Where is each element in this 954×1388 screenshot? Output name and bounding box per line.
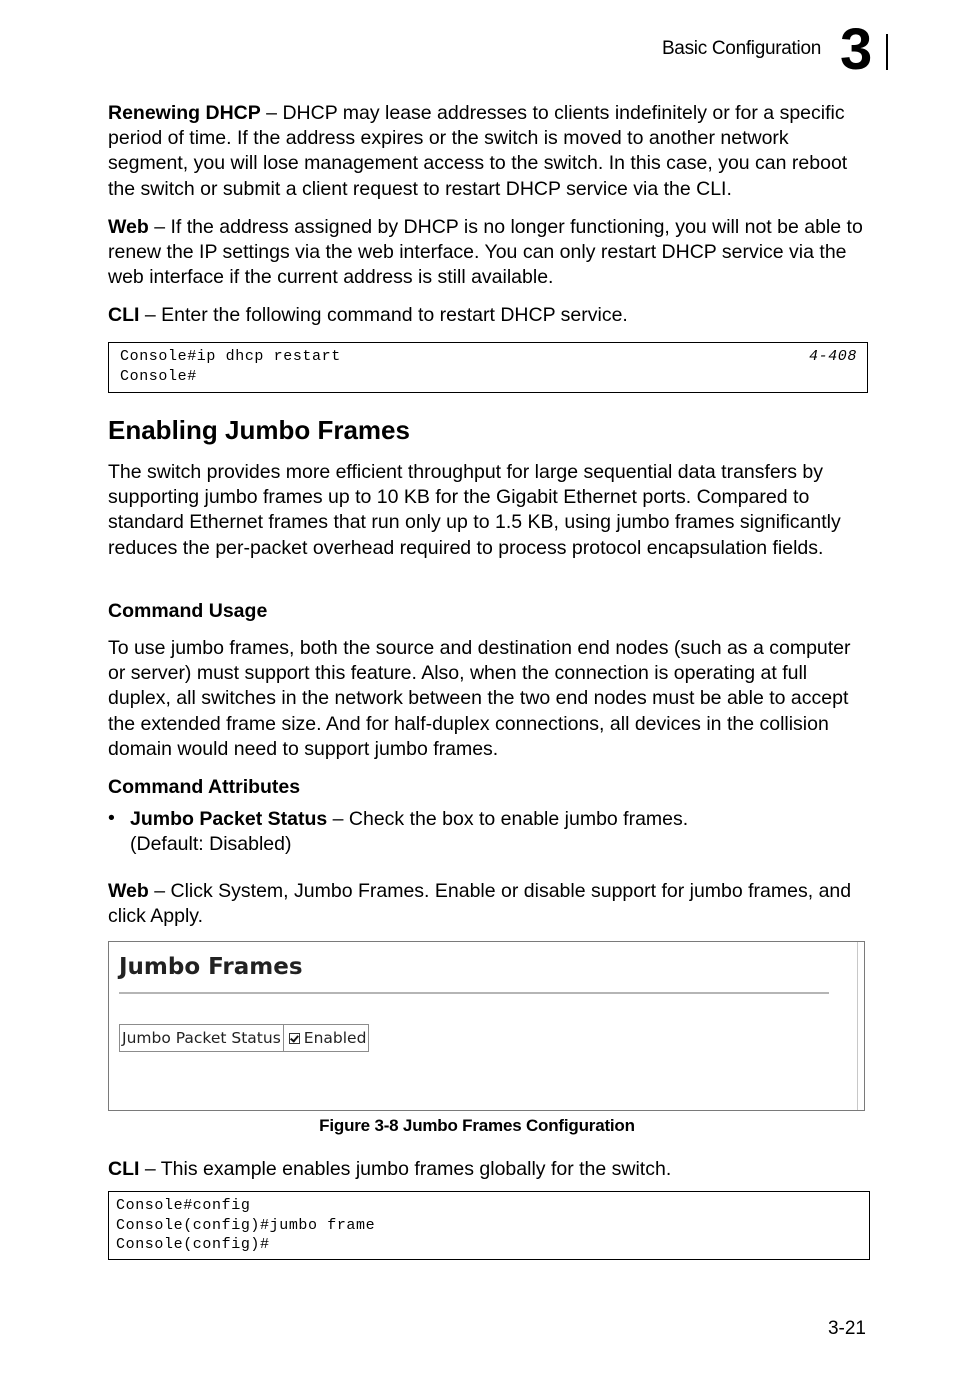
- section-heading: Enabling Jumbo Frames: [108, 415, 410, 445]
- cli-jumbo-text: – This example enables jumbo frames globally for the switch.: [139, 1158, 672, 1180]
- jumbo-settings-table: [119, 1024, 369, 1052]
- page-number: 3-21: [827, 1318, 866, 1339]
- jumbo-enabled-checkbox[interactable]: [289, 1033, 300, 1044]
- jumbo-status-bullet: [130, 807, 830, 857]
- jumbo-enabled-label: Enabled: [303, 1029, 367, 1047]
- code-line: Console(config)#: [116, 1236, 270, 1253]
- renewing-dhcp-paragraph: [108, 101, 873, 202]
- bullet-text: – Check the box to enable jumbo frames.: [327, 808, 689, 830]
- command-reference: 4-408: [808, 348, 857, 365]
- jumbo-frames-screenshot: [108, 941, 865, 1111]
- cli-jumbo-paragraph: [108, 1157, 873, 1182]
- command-usage-heading: Command Usage: [108, 600, 268, 622]
- chapter-tab-bar: [886, 34, 888, 70]
- figure-caption: Figure 3-8 Jumbo Frames Configuration: [319, 1116, 635, 1135]
- web-dhcp-text: – If the address assigned by DHCP is no longer functioning, you will not be able to renew the IP settings via the web interface. You can only restart DHCP service via the web interface if the current address is still available.: [108, 216, 863, 289]
- screenshot-scroll-edge: [857, 942, 858, 1110]
- cli-jumbo-term: CLI: [108, 1158, 140, 1180]
- bullet-term: Jumbo Packet Status: [130, 808, 328, 830]
- screenshot-divider: [119, 992, 829, 994]
- web-dhcp-paragraph: [108, 215, 873, 291]
- renewing-dhcp-text: – DHCP may lease addresses to clients indefinitely or for a specific period of time. If the address expires or the switch is moved to another network segment, you will lose management access to the switch. In this case, you can reboot the switch or submit a client request to restart DHCP service via the CLI.: [108, 102, 848, 200]
- code-line: Console#: [120, 367, 197, 385]
- web-jumbo-paragraph: [108, 879, 873, 929]
- code-line: Console#config: [116, 1197, 251, 1214]
- chapter-number: 3: [840, 17, 873, 82]
- bullet-symbol: •: [108, 807, 115, 829]
- jumbo-packet-status-label: Jumbo Packet Status: [120, 1025, 284, 1051]
- cli-dhcp-text: – Enter the following command to restart DHCP service.: [139, 304, 628, 326]
- command-attributes-heading: Command Attributes: [108, 776, 301, 798]
- cli-dhcp-term: CLI: [108, 304, 140, 326]
- screenshot-title: Jumbo Frames: [119, 954, 303, 980]
- web-jumbo-text: – Click System, Jumbo Frames. Enable or disable support for jumbo frames, and click Apply.: [108, 880, 852, 928]
- cli-dhcp-paragraph: [108, 303, 873, 328]
- command-usage-paragraph: To use jumbo frames, both the source and destination end nodes (such as a computer or server) must support this feature. Also, when the connection is operating at full duplex, all switches in the network between the two end nodes must be able to accept the extended frame size. And for half-duplex connections, all devices in the collision domain would need to support jumbo frames.: [108, 637, 851, 760]
- code-line: Console(config)#jumbo frame: [116, 1216, 376, 1234]
- web-dhcp-term: Web: [108, 216, 149, 238]
- renewing-dhcp-term: Renewing DHCP: [108, 102, 261, 124]
- code-line: Console#ip dhcp restart: [120, 348, 341, 365]
- dhcp-code-block: [108, 342, 868, 393]
- running-header-title: Basic Configuration: [661, 38, 821, 59]
- bullet-default: (Default: Disabled): [130, 833, 292, 856]
- web-jumbo-term: Web: [108, 880, 149, 902]
- jumbo-enabled-cell[interactable]: [284, 1025, 369, 1051]
- jumbo-intro-paragraph: The switch provides more efficient throughput for large sequential data transfers by supporting jumbo frames up to 10 KB for the Gigabit Ethernet ports. Compared to standard Ethernet frames that run only up to 1.5 KB, using jumbo frames significantly reduces the per-packet overhead required to process protocol encapsulation fields.: [108, 461, 841, 559]
- jumbo-code-block: [108, 1191, 870, 1260]
